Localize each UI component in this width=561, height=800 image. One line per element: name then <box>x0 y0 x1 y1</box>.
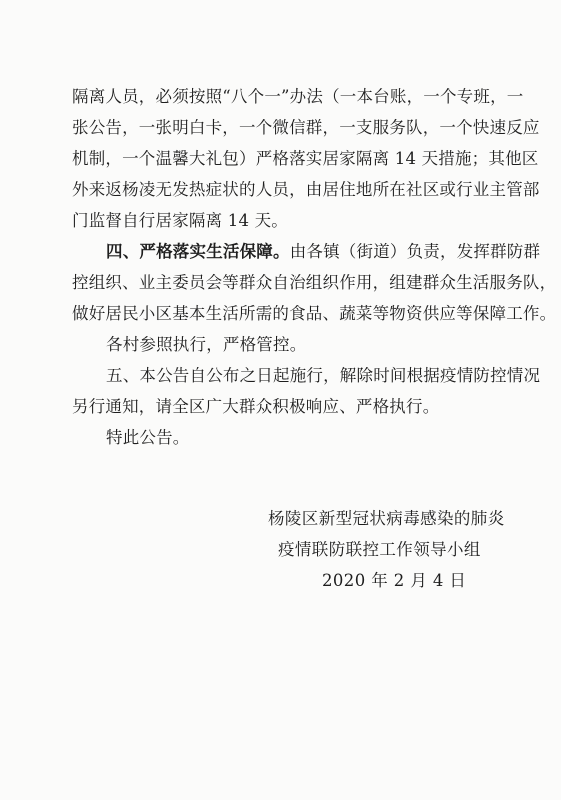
paragraph-line: 做好居民小区基本生活所需的食品、蔬菜等物资供应等保障工作。 <box>72 304 557 323</box>
paragraph-line: 控组织、业主委员会等群众自治组织作用，组建群众生活服务队， <box>72 273 557 292</box>
section-four-text: 由各镇（街道）负责，发挥群防群 <box>289 242 541 261</box>
paragraph-line: 外来返杨凌无发热症状的人员，由居住地所在社区或行业主管部 <box>72 180 540 199</box>
paragraph-line: 张公告，一张明白卡，一个微信群，一支服务队，一个快速反应 <box>72 118 540 137</box>
paragraph-line: 隔离人员，必须按照“八个一”办法（一本台账，一个专班，一 <box>72 87 524 106</box>
paragraph-line: 机制，一个温馨大礼包）严格落实居家隔离 14 天措施；其他区 <box>72 149 539 168</box>
section-four-heading: 四、严格落实生活保障。 <box>106 242 290 261</box>
closing-line: 特此公告。 <box>106 428 190 447</box>
signature-org-line1: 杨陵区新型冠状病毒感染的肺炎 <box>268 509 505 528</box>
section-five-line: 五、本公告自公布之日起施行，解除时间根据疫情防控情况 <box>106 366 541 385</box>
villages-note: 各村参照执行，严格管控。 <box>106 335 307 354</box>
section-five-line: 另行通知，请全区广大群众积极响应、严格执行。 <box>72 397 440 416</box>
section-four-first-line <box>106 241 540 263</box>
paragraph-line: 门监督自行居家隔离 14 天。 <box>72 211 288 230</box>
signature-date: 2020 年 2 月 4 日 <box>322 571 467 590</box>
signature-org-line2: 疫情联防联控工作领导小组 <box>278 540 481 559</box>
